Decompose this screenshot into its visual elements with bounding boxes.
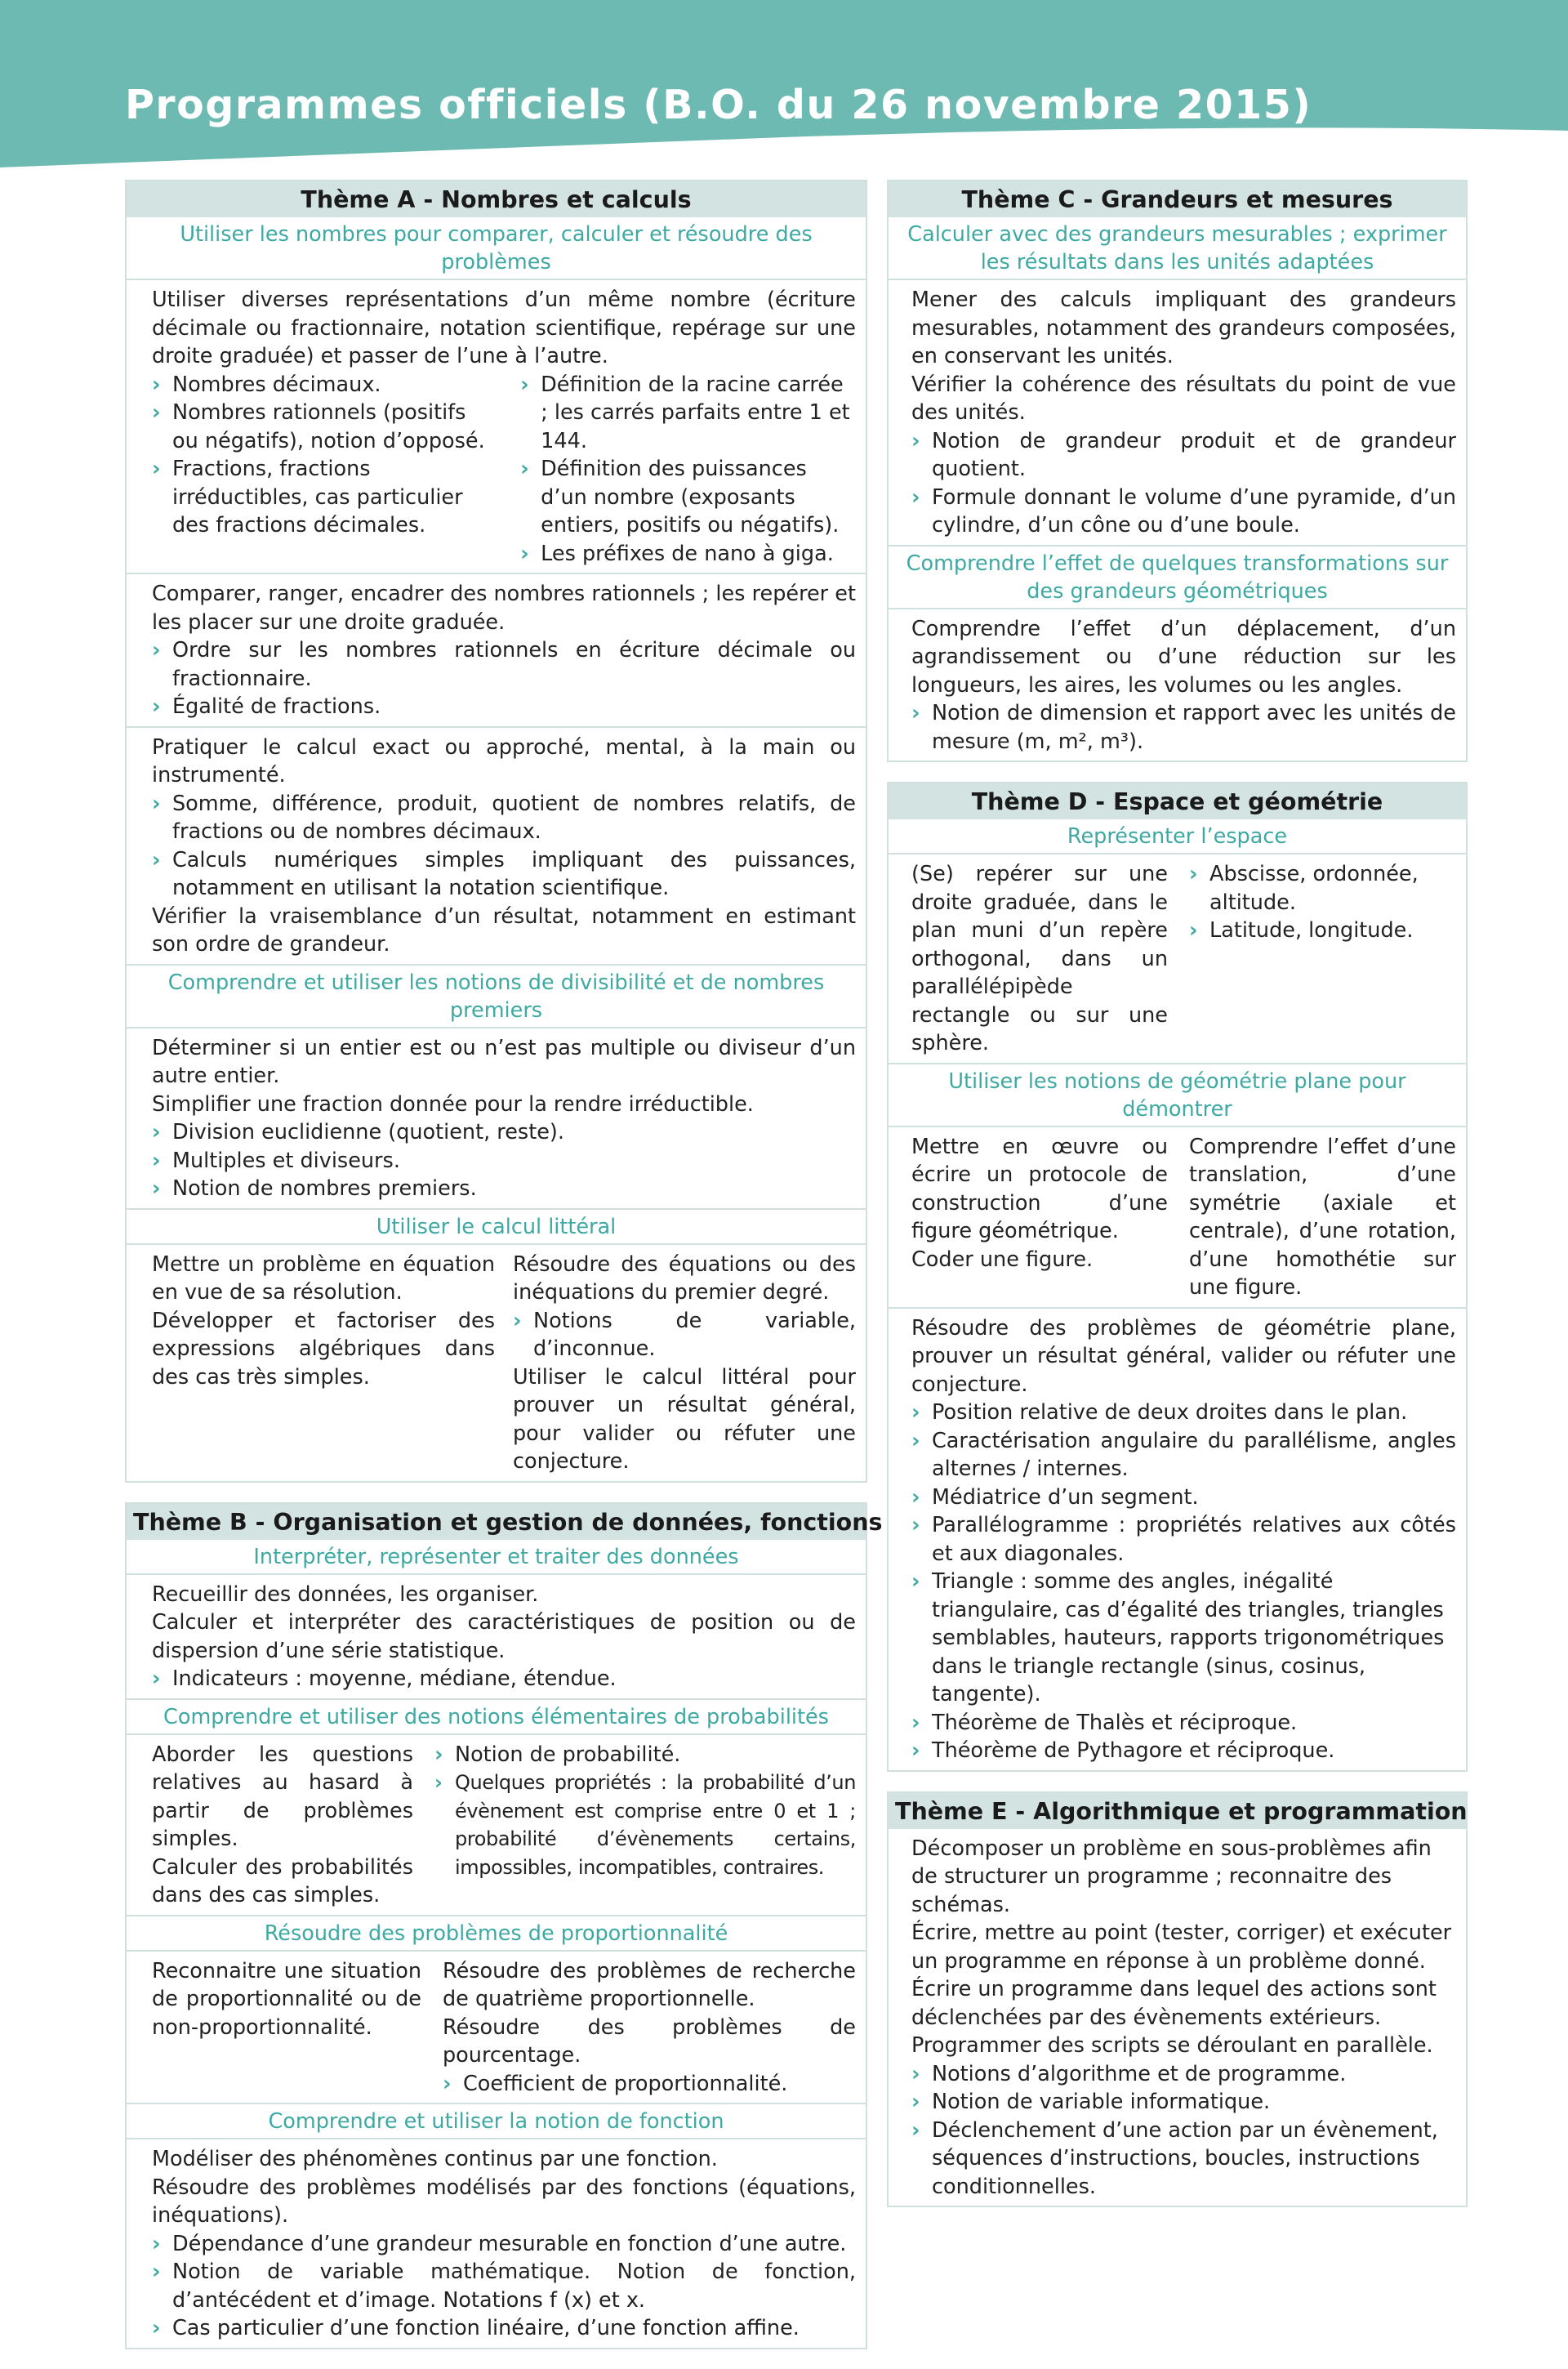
theme-d-title: Thème D - Espace et géométrie (889, 783, 1466, 819)
chevron-right-icon: › (152, 1666, 161, 1691)
chevron-right-icon: › (520, 372, 529, 397)
list-item: › Les préfixes de nano à giga. (520, 540, 856, 569)
chevron-right-icon: › (911, 1484, 920, 1510)
list-item: › Théorème de Pythagore et réciproque. (911, 1737, 1456, 1765)
list-item: › Nombres décimaux. (152, 371, 497, 399)
chevron-right-icon: › (152, 791, 161, 816)
page-header (0, 0, 1568, 176)
paragraph: Comprendre l’effet d’une translation, d’une symétrie (axiale et centrale), d’une rotation, d’une homothétie sur une figure. (1189, 1134, 1456, 1300)
list-item: › Notion de variable mathématique. Notion de fonction, d’antécédent et d’image. Notations f (x) et x. (152, 2260, 856, 2313)
theme-a-block-3 (127, 726, 866, 964)
theme-b-block-4 (127, 2139, 866, 2348)
theme-c-block-2 (889, 609, 1466, 761)
paragraph: Simplifier une fraction donnée pour la rendre irréductible. (152, 1091, 754, 1117)
paragraph: Développer et factoriser des expressions algébriques dans des cas très simples. (152, 1308, 495, 1390)
left-column (125, 180, 883, 2369)
list-item: › Multiples et diviseurs. (152, 1147, 856, 1176)
paragraph: Comparer, ranger, encadrer des nombres rationnels ; les repérer et les placer sur une droite graduée. (152, 582, 856, 635)
theme-d-block-1 (889, 854, 1466, 1063)
paragraph: Comprendre l’effet d’un déplacement, d’un agrandissement ou d’une réduction sur les longueurs, les aires, les volumes ou les angles. (911, 616, 1456, 698)
paragraph: Vérifier la cohérence des résultats du point de vue des unités. (911, 372, 1456, 425)
list-item: › Égalité de fractions. (152, 693, 856, 721)
theme-e-box (887, 1791, 1468, 2208)
theme-b-block-3 (127, 1952, 866, 2104)
theme-b-subtitle-2: Comprendre et utiliser des notions élémentaires de probabilités (127, 1698, 866, 1735)
theme-c-box (887, 180, 1468, 762)
list-item: › Nombres rationnels (positifs ou négatifs), notion d’opposé. (152, 400, 485, 453)
theme-c-subtitle-2: Comprendre l’effet de quelques transformations sur des grandeurs géométriques (889, 545, 1466, 609)
paragraph: Mettre un problème en équation en vue de sa résolution. (152, 1251, 495, 1305)
list-item: › Coefficient de proportionnalité. (443, 2070, 856, 2099)
theme-a-subtitle-2: Comprendre et utiliser les notions de divisibilité et de nombres premiers (127, 964, 866, 1028)
chevron-right-icon: › (1189, 918, 1198, 943)
theme-a-block-2 (127, 573, 866, 726)
chevron-right-icon: › (443, 2071, 452, 2096)
list-item: › Notion de nombres premiers. (152, 1175, 856, 1203)
list-item: › Dépendance d’une grandeur mesurable en fonction d’une autre. (152, 2230, 856, 2259)
theme-b-block-2 (127, 1735, 866, 1915)
chevron-right-icon: › (152, 1120, 161, 1144)
chevron-right-icon: › (152, 457, 161, 481)
paragraph: Écrire un programme dans lequel des actions sont déclenchées par des évènements extérieurs. (911, 1977, 1437, 2030)
list-item: › Fractions, fractions irréductibles, cas particulier des fractions décimales. (152, 457, 463, 538)
paragraph: Écrire, mettre au point (tester, corriger) et exécuter un programme en réponse à un problème donné. (911, 1921, 1452, 1974)
list-item: › Caractérisation angulaire du parallélisme, angles alternes / internes. (911, 1428, 1456, 1481)
list-item: › Abscisse, ordonnée, altitude. (1189, 862, 1419, 915)
theme-b-box (125, 1502, 883, 2349)
chevron-right-icon: › (152, 847, 161, 872)
paragraph: Recueillir des données, les organiser. (152, 1582, 539, 1607)
theme-a-subtitle-1: Utiliser les nombres pour comparer, calculer et résoudre des problèmes (127, 217, 866, 280)
list-item: › Somme, différence, produit, quotient de nombres relatifs, de fractions ou de nombres décimaux. (152, 791, 856, 844)
chevron-right-icon: › (513, 1308, 522, 1333)
chevron-right-icon: › (911, 1710, 920, 1735)
list-item: › Position relative de deux droites dans le plan. (911, 1399, 1456, 1427)
theme-b-block-1 (127, 1575, 866, 1698)
paragraph: Calculer des probabilités dans des cas simples. (152, 1854, 413, 1907)
chevron-right-icon: › (1189, 862, 1198, 886)
paragraph: Utiliser le calcul littéral pour prouver un résultat général, pour valider ou réfuter une conjecture. (513, 1364, 856, 1474)
paragraph: Mener des calculs impliquant des grandeurs mesurables, notamment des grandeurs composées, en conservant les unités. (911, 288, 1456, 368)
theme-c-block-1 (889, 280, 1466, 545)
chevron-right-icon: › (152, 2316, 161, 2340)
paragraph: Mettre en œuvre ou écrire un protocole de construction d’une figure géométrique. (911, 1134, 1168, 1243)
theme-d-subtitle-2: Utiliser les notions de géométrie plane pour démontrer (889, 1063, 1466, 1127)
theme-d-block-2 (889, 1127, 1466, 1307)
right-column (887, 180, 1468, 2227)
theme-e-title: Thème E - Algorithmique et programmation (889, 1793, 1466, 1829)
list-item: › Définition des puissances d’un nombre (exposants entiers, positifs ou négatifs). (520, 457, 840, 538)
paragraph: (Se) repérer sur une droite graduée, dans le plan muni d’un repère orthogonal, dans un parallélépipède rectangle ou sur une sphère. (911, 862, 1168, 1055)
chevron-right-icon: › (911, 1569, 920, 1594)
list-item: › Définition de la racine carrée ; les carrés parfaits entre 1 et 144. (520, 372, 850, 453)
paragraph: Modéliser des phénomènes continus par une fonction. (152, 2147, 718, 2171)
theme-a-block-4 (127, 1028, 866, 1208)
paragraph: Vérifier la vraisemblance d’un résultat, notamment en estimant son ordre de grandeur. (152, 903, 856, 957)
chevron-right-icon: › (152, 2231, 161, 2256)
list-item: › Notion de probabilité. (434, 1741, 856, 1769)
chevron-right-icon: › (152, 694, 161, 719)
theme-b-subtitle-4: Comprendre et utiliser la notion de fonction (127, 2103, 866, 2139)
chevron-right-icon: › (911, 1400, 920, 1425)
chevron-right-icon: › (520, 541, 529, 566)
chevron-right-icon: › (152, 1148, 161, 1173)
chevron-right-icon: › (434, 1742, 443, 1767)
chevron-right-icon: › (911, 484, 920, 510)
chevron-right-icon: › (911, 2090, 920, 2114)
chevron-right-icon: › (911, 428, 920, 453)
theme-a-box (125, 180, 867, 1483)
paragraph: Calculer et interpréter des caractéristiques de position ou de dispersion d’une série statistique. (152, 1610, 856, 1663)
list-item: › Triangle : somme des angles, inégalité triangulaire, cas d’égalité des triangles, triangles semblables, hauteurs, rapports trigonométriques dans le triangle rectangle (sinus, cosinus, tangente). (911, 1569, 1445, 1706)
chevron-right-icon: › (152, 2260, 161, 2284)
list-item: › Parallélogramme : propriétés relatives aux côtés et aux diagonales. (911, 1513, 1456, 1566)
two-column-list (152, 371, 856, 569)
chevron-right-icon: › (911, 1428, 920, 1453)
list-item: › Quelques propriétés : la probabilité d’un évènement est comprise entre 0 et 1 ; probabilité d’évènements certains, impossibles, incompatibles, contraires. (434, 1769, 856, 1881)
chevron-right-icon: › (520, 457, 529, 481)
theme-a-block-5 (127, 1245, 866, 1481)
theme-b-subtitle-3: Résoudre des problèmes de proportionnalité (127, 1915, 866, 1952)
theme-d-subtitle-1: Représenter l’espace (889, 819, 1466, 854)
theme-d-box (887, 782, 1468, 1772)
list-item: › Théorème de Thalès et réciproque. (911, 1709, 1456, 1738)
list-item: › Calculs numériques simples impliquant des puissances, notamment en utilisant la notation scientifique. (152, 847, 856, 900)
paragraph: Aborder les questions relatives au hasard à partir de problèmes simples. (152, 1742, 413, 1851)
list-item: › Ordre sur les nombres rationnels en écriture décimale ou fractionnaire. (152, 638, 856, 691)
paragraph: Résoudre des problèmes de géométrie plane, prouver un résultat général, valider ou réfuter une conjecture. (911, 1315, 1456, 1397)
list-item: › Notions d’algorithme et de programme. (911, 2060, 1456, 2089)
paragraph: Résoudre des équations ou des inéquations du premier degré. (513, 1251, 856, 1305)
theme-e-block-1 (889, 1829, 1466, 2206)
paragraph: Programmer des scripts se déroulant en parallèle. (911, 2033, 1433, 2058)
theme-c-subtitle-1: Calculer avec des grandeurs mesurables ; exprimer les résultats dans les unités adaptées (889, 217, 1466, 280)
theme-b-title: Thème B - Organisation et gestion de données, fonctions (127, 1504, 866, 1540)
paragraph: Résoudre des problèmes de pourcentage. (443, 2014, 856, 2068)
list-item: › Notion de dimension et rapport avec les unités de mesure (m, m², m³). (911, 701, 1456, 754)
paragraph: Déterminer si un entier est ou n’est pas multiple ou diviseur d’un autre entier. (152, 1035, 856, 1088)
list-item: › Latitude, longitude. (1189, 917, 1456, 945)
paragraph: Décomposer un problème en sous-problèmes afin de structurer un programme ; reconnaitre des schémas. (911, 1836, 1432, 1917)
chevron-right-icon: › (152, 372, 161, 397)
chevron-right-icon: › (911, 1738, 920, 1763)
list-item: › Formule donnant le volume d’une pyramide, d’un cylindre, d’un cône ou d’une boule. (911, 484, 1456, 538)
theme-c-title: Thème C - Grandeurs et mesures (889, 181, 1466, 217)
list-item: › Indicateurs : moyenne, médiane, étendue. (152, 1665, 856, 1693)
list-item: › Médiatrice d’un segment. (911, 1483, 1456, 1512)
chevron-right-icon: › (152, 400, 161, 425)
page-title: Programmes officiels (B.O. du 26 novembre 2015) (125, 82, 1312, 128)
theme-a-title: Thème A - Nombres et calculs (127, 181, 866, 217)
theme-b-subtitle-1: Interpréter, représenter et traiter des données (127, 1540, 866, 1575)
chevron-right-icon: › (152, 1176, 161, 1201)
paragraph: Reconnaitre une situation de proportionnalité ou de non-proportionnalité. (152, 1958, 421, 2040)
chevron-right-icon: › (434, 1771, 443, 1794)
list-item: › Déclenchement d’une action par un évènement, séquences d’instructions, boucles, instructions conditionnelles. (911, 2117, 1438, 2199)
chevron-right-icon: › (911, 701, 920, 725)
paragraph: Résoudre des problèmes modélisés par des fonctions (équations, inéquations). (152, 2175, 856, 2228)
theme-d-block-3 (889, 1307, 1466, 1770)
paragraph: Pratiquer le calcul exact ou approché, mental, à la main ou instrumenté. (152, 734, 856, 787)
paragraph: Utiliser diverses représentations d’un même nombre (écriture décimale ou fractionnaire, notation scientifique, repérage sur une droite graduée) et passer de l’une à l’autre. (152, 288, 856, 368)
list-item: › Notions de variable, d’inconnue. (513, 1308, 856, 1361)
paragraph: Coder une figure. (911, 1247, 1094, 1272)
chevron-right-icon: › (911, 1513, 920, 1537)
chevron-right-icon: › (911, 2061, 920, 2086)
list-item: › Notion de grandeur produit et de grandeur quotient. (911, 428, 1456, 481)
list-item: › Cas particulier d’une fonction linéaire, d’une fonction affine. (152, 2314, 856, 2343)
theme-a-subtitle-3: Utiliser le calcul littéral (127, 1208, 866, 1245)
list-item: › Notion de variable informatique. (911, 2088, 1456, 2117)
chevron-right-icon: › (911, 2117, 920, 2143)
theme-a-block-1 (127, 280, 866, 573)
list-item: › Division euclidienne (quotient, reste). (152, 1118, 856, 1147)
paragraph: Résoudre des problèmes de recherche de quatrième proportionnelle. (443, 1958, 856, 2011)
chevron-right-icon: › (152, 638, 161, 663)
